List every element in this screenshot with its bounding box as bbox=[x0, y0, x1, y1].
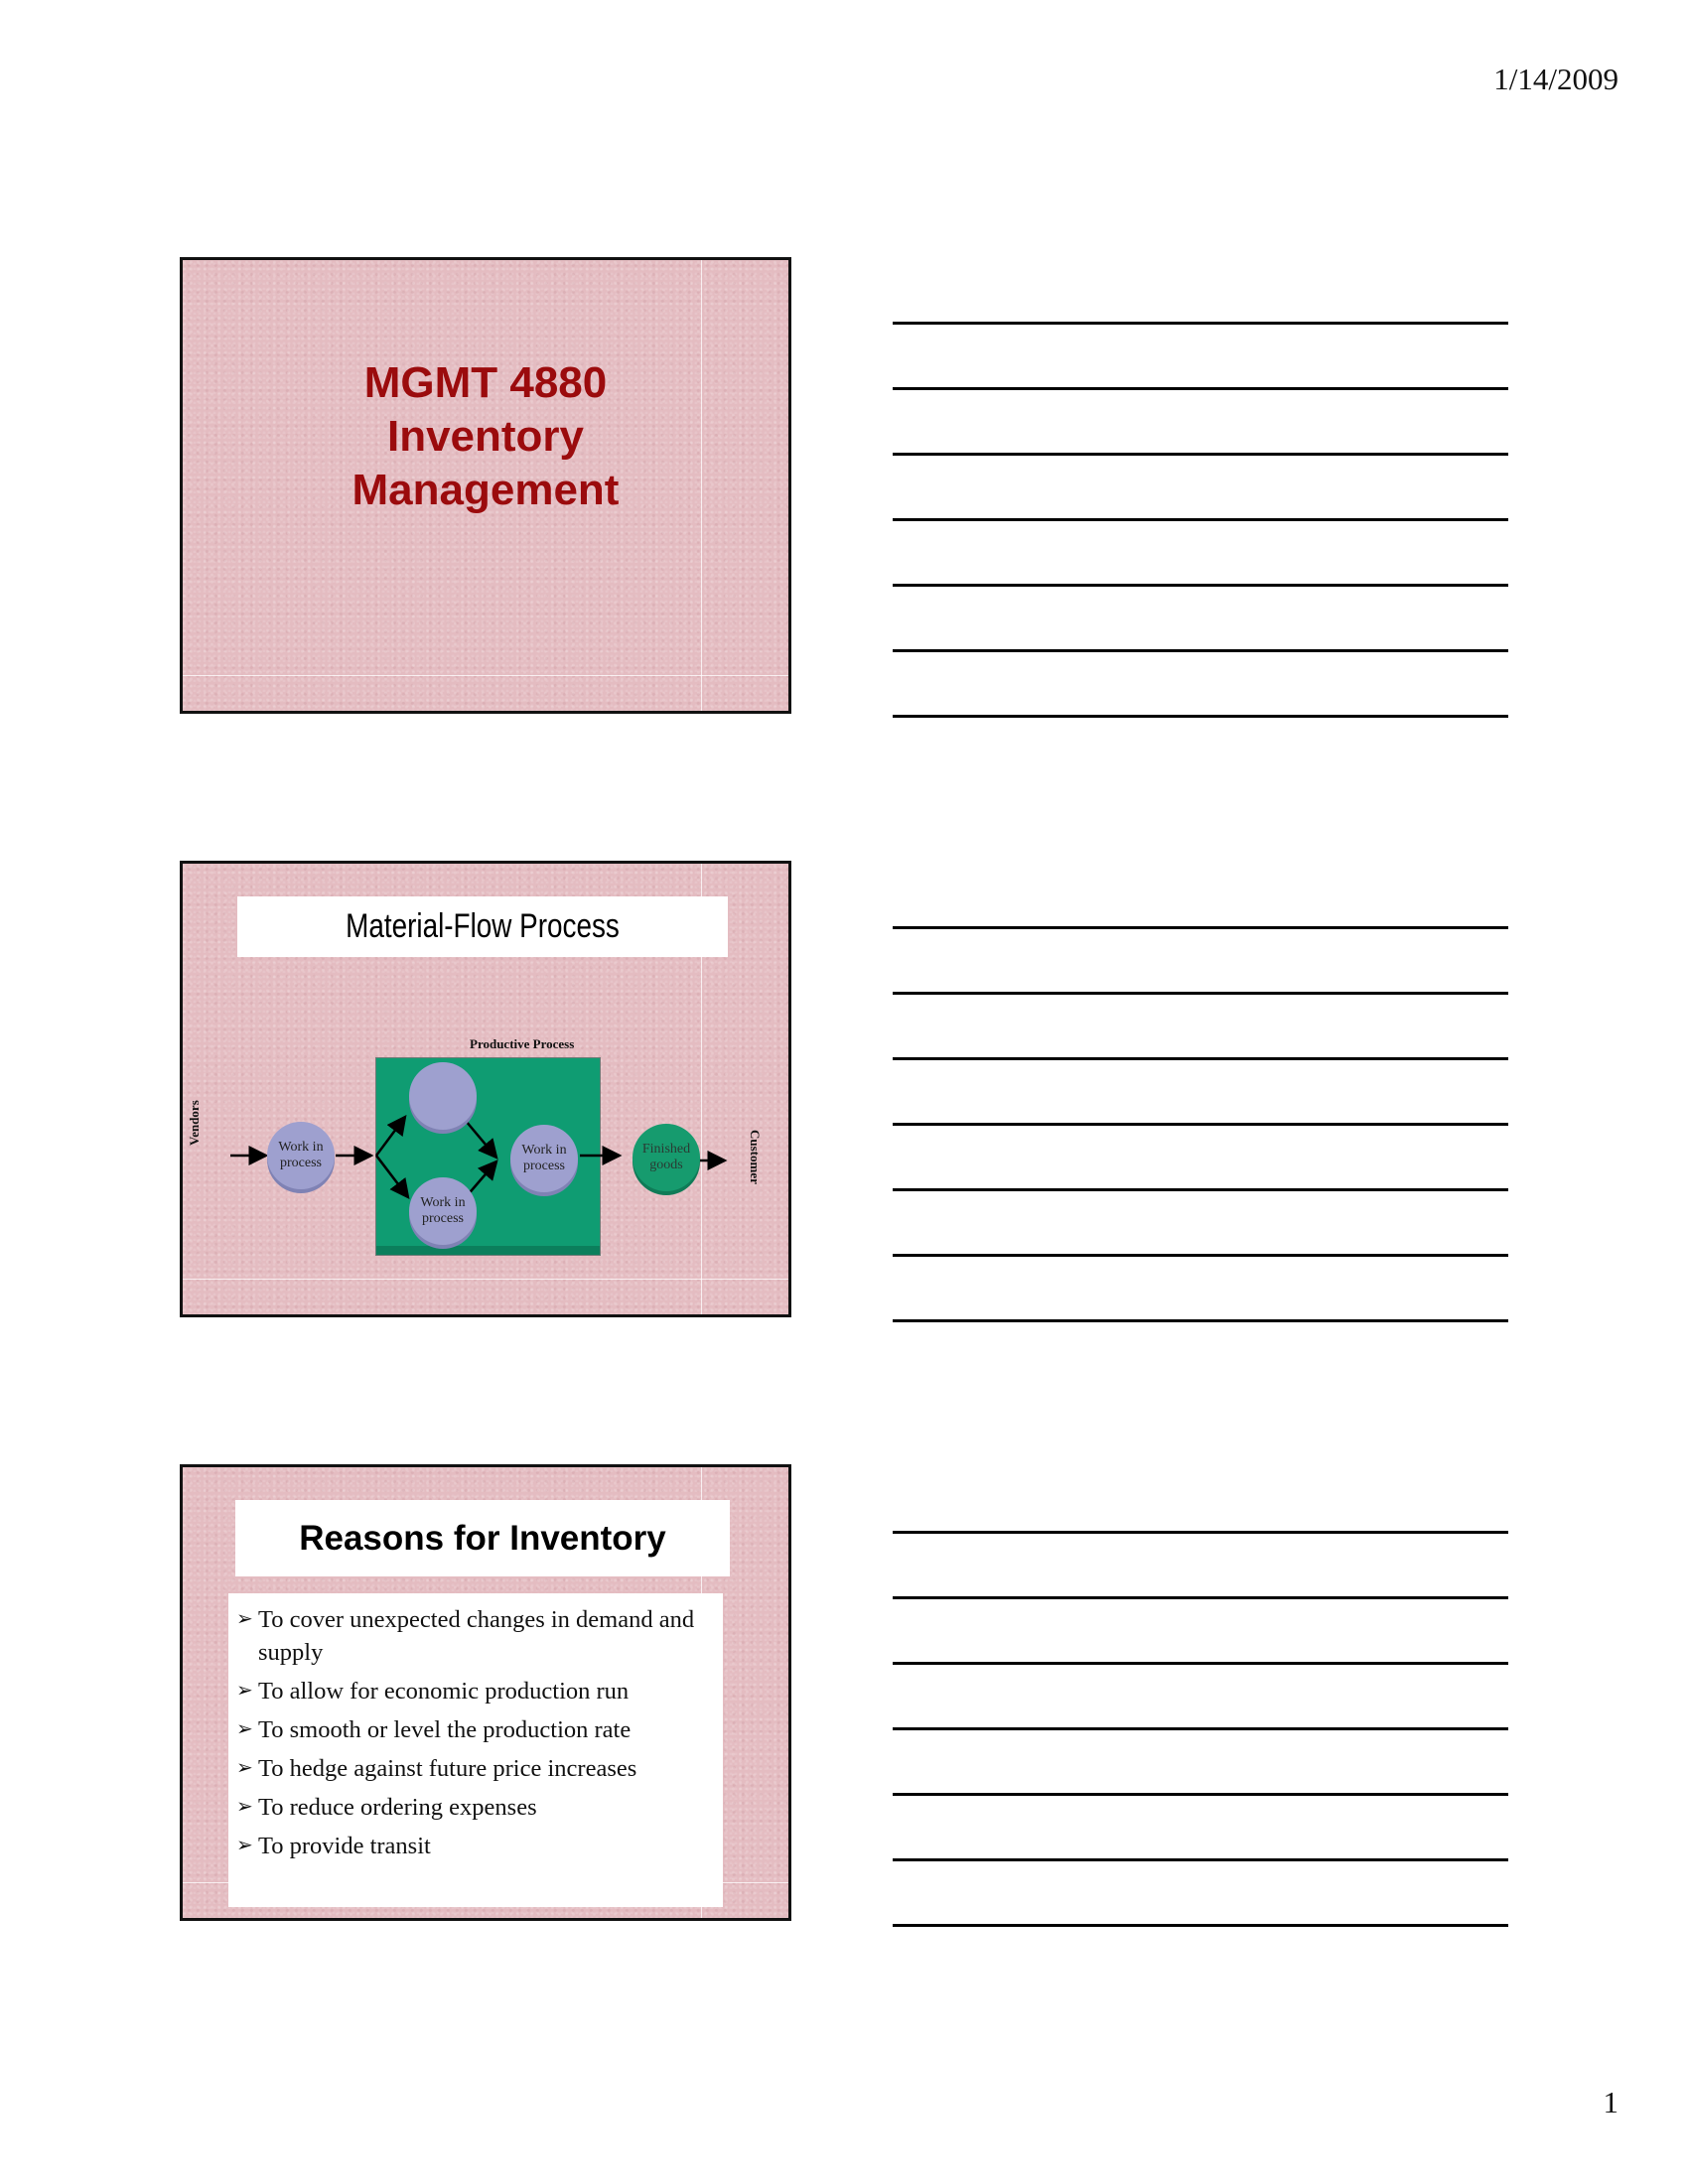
note-line bbox=[893, 1123, 1508, 1126]
title-line: Management bbox=[352, 466, 620, 514]
slide-1-title bbox=[180, 257, 791, 714]
productive-process-label: Productive Process bbox=[470, 1036, 575, 1051]
customer-label: Customer bbox=[748, 1130, 763, 1184]
note-line bbox=[893, 387, 1508, 390]
node-unlabeled bbox=[409, 1062, 477, 1130]
node-work-in-process: Work in process bbox=[267, 1122, 335, 1189]
note-line bbox=[893, 1531, 1508, 1534]
bullet-item: ➢ To hedge against future price increases bbox=[236, 1752, 723, 1785]
arrow-bullet-icon: ➢ bbox=[236, 1835, 253, 1856]
note-line bbox=[893, 1727, 1508, 1730]
note-line bbox=[893, 1319, 1508, 1322]
title-line: Inventory bbox=[386, 412, 585, 461]
texture-divider bbox=[183, 675, 788, 676]
arrow-bullet-icon: ➢ bbox=[236, 1608, 253, 1630]
note-line bbox=[893, 1188, 1508, 1191]
arrow-bullet-icon: ➢ bbox=[236, 1718, 253, 1740]
slide-title: Reasons for Inventory bbox=[299, 1519, 666, 1558]
bullet-item: ➢ To cover unexpected changes in demand and supply bbox=[236, 1603, 723, 1669]
arrow-bullet-icon: ➢ bbox=[236, 1680, 253, 1702]
bullet-item: ➢ To provide transit bbox=[236, 1830, 723, 1862]
slide-title-box bbox=[235, 1500, 730, 1576]
note-line bbox=[893, 1254, 1508, 1257]
note-line bbox=[893, 926, 1508, 929]
note-line bbox=[893, 322, 1508, 325]
node-work-in-process: Work in process bbox=[510, 1125, 578, 1192]
note-line bbox=[893, 1596, 1508, 1599]
note-line bbox=[893, 1057, 1508, 1060]
slide-title: Material-Flow Process bbox=[346, 907, 620, 945]
bullet-item: ➢ To smooth or level the production rate bbox=[236, 1713, 723, 1746]
note-line bbox=[893, 715, 1508, 718]
flow-arrows bbox=[183, 864, 788, 1314]
note-line bbox=[893, 1924, 1508, 1927]
arrow-bullet-icon: ➢ bbox=[236, 1757, 253, 1779]
node-work-in-process: Work in process bbox=[409, 1177, 477, 1245]
note-line bbox=[893, 453, 1508, 456]
note-line bbox=[893, 1793, 1508, 1796]
note-line bbox=[893, 992, 1508, 995]
bullet-item: ➢ To allow for economic production run bbox=[236, 1675, 723, 1707]
bullet-list bbox=[228, 1593, 723, 1862]
title-line: MGMT 4880 bbox=[363, 358, 608, 407]
arrow-bullet-icon: ➢ bbox=[236, 1796, 253, 1818]
note-line bbox=[893, 518, 1508, 521]
note-line bbox=[893, 1662, 1508, 1665]
note-line bbox=[893, 1858, 1508, 1861]
node-finished-goods: Finished goods bbox=[633, 1124, 700, 1191]
header-date: 1/14/2009 bbox=[1493, 62, 1618, 96]
note-line bbox=[893, 584, 1508, 587]
slide-title bbox=[183, 356, 788, 517]
slide-3-reasons bbox=[180, 1464, 791, 1921]
note-line bbox=[893, 649, 1508, 652]
vendors-label: Vendors bbox=[187, 1100, 202, 1146]
bullet-item: ➢ To reduce ordering expenses bbox=[236, 1791, 723, 1824]
slide-2-material-flow bbox=[180, 861, 791, 1317]
bullet-content-box bbox=[228, 1593, 723, 1907]
page-number: 1 bbox=[1603, 2085, 1618, 2119]
